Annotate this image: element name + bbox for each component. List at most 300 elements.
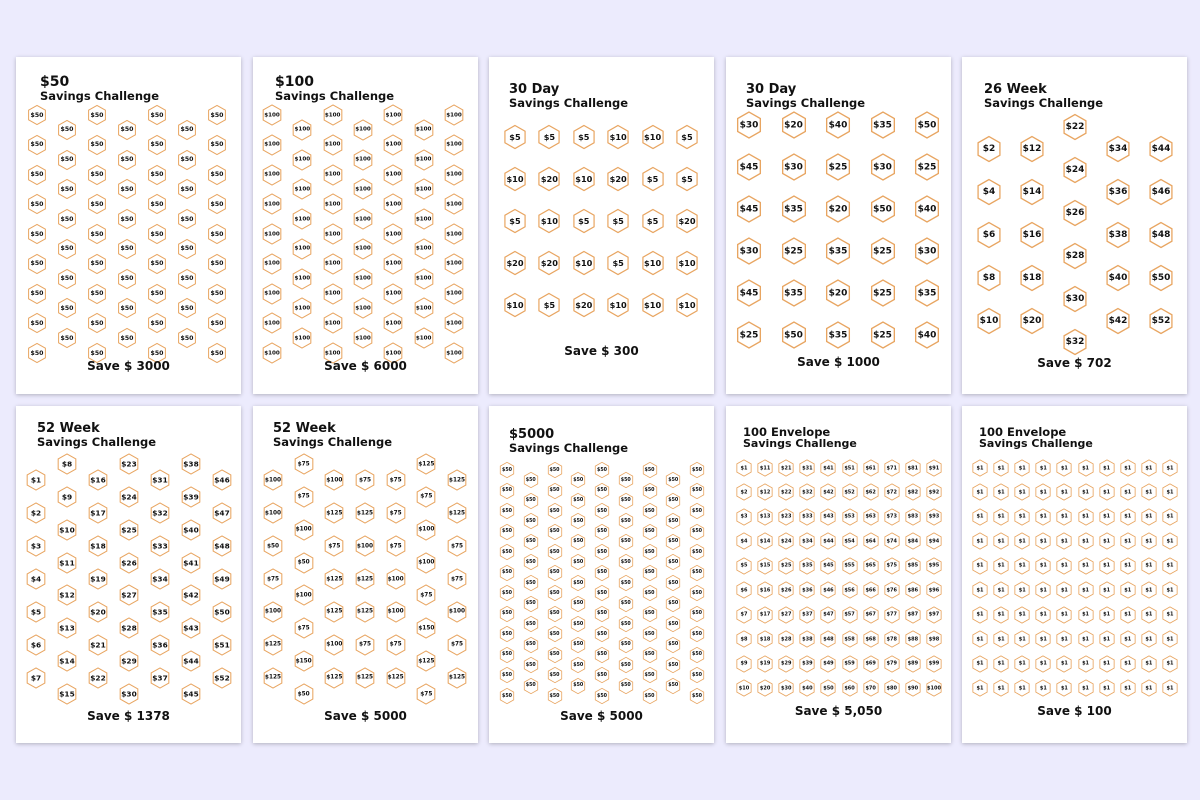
hexagon-envelope — [547, 544, 563, 560]
envelope-amount: $1 — [1039, 538, 1047, 545]
envelope-amount: $100 — [324, 290, 341, 297]
hexagon-envelope — [1077, 557, 1094, 574]
hexagon-envelope — [1098, 460, 1115, 477]
envelope-amount: $100 — [324, 171, 341, 178]
hexagon-envelope — [322, 224, 343, 245]
hexagon-envelope — [292, 238, 313, 259]
hexagon-envelope — [641, 251, 665, 275]
envelope-amount: $1 — [1145, 465, 1153, 471]
envelope-amount: $1 — [1039, 587, 1047, 594]
hexagon-envelope — [825, 280, 852, 307]
hexagon-envelope — [1062, 200, 1088, 226]
hexagon-envelope — [212, 667, 233, 688]
envelope-amount: $85 — [907, 562, 919, 569]
envelope-amount: $100 — [387, 608, 404, 615]
envelope-amount: $1 — [997, 513, 1005, 520]
envelope-amount: $1 — [740, 465, 748, 471]
hexagon-envelope — [547, 688, 563, 704]
envelope-amount: $34 — [802, 538, 813, 545]
envelope-amount: $50 — [210, 319, 224, 327]
envelope-amount: $22 — [90, 673, 106, 683]
hexagon-envelope — [444, 194, 465, 215]
hexagon-envelope — [503, 293, 527, 317]
hexagon-envelope — [926, 557, 943, 574]
envelope-amount: $50 — [549, 611, 560, 617]
envelope-amount: $50 — [691, 693, 702, 699]
hexagon-envelope — [1162, 606, 1179, 623]
envelope-amount: $50 — [573, 642, 584, 648]
hexagon-envelope — [119, 454, 140, 475]
envelope-amount: $50 — [620, 580, 631, 586]
hexagon-envelope — [523, 554, 539, 570]
envelope-amount: $150 — [295, 658, 312, 665]
envelope-amount: $100 — [415, 305, 432, 312]
envelope-amount: $9 — [740, 660, 748, 667]
hexagon-envelope — [87, 135, 107, 155]
envelope-amount: $100 — [355, 216, 371, 223]
hexagon-envelope — [757, 508, 774, 525]
envelope-amount: $1 — [1166, 685, 1174, 691]
hexagon-envelope — [1035, 582, 1052, 599]
envelope-amount: $55 — [844, 562, 855, 569]
envelope-amount: $100 — [446, 141, 462, 148]
envelope-amount: $35 — [784, 204, 803, 214]
envelope-amount: $50 — [60, 156, 74, 164]
envelope-amount: $7 — [30, 673, 42, 683]
envelope-amount: $10 — [540, 216, 558, 226]
hexagon-envelope — [1140, 655, 1157, 672]
hexagon-envelope — [972, 533, 989, 550]
card-100-challenge — [253, 57, 478, 394]
hexagon-envelope — [1119, 680, 1136, 697]
envelope-amount: $100 — [418, 559, 435, 566]
envelope-amount: $50 — [501, 549, 512, 555]
envelope-amount: $1 — [976, 660, 984, 667]
envelope-amount: $25 — [739, 330, 759, 340]
envelope-amount: $96 — [928, 587, 940, 594]
envelope-amount: $50 — [525, 559, 536, 565]
hexagon-envelope — [736, 484, 753, 501]
hexagon-envelope — [119, 618, 140, 639]
hexagon-envelope — [914, 322, 941, 349]
envelope-amount: $1 — [1018, 489, 1026, 496]
hexagon-envelope — [841, 582, 858, 599]
hexagon-envelope — [841, 460, 858, 477]
envelope-amount: $75 — [420, 592, 433, 599]
hexagon-envelope — [1162, 631, 1179, 648]
hexagon-envelope — [914, 280, 941, 307]
envelope-amount: $50 — [501, 611, 512, 617]
hexagon-envelope — [547, 626, 563, 642]
envelope-amount: $37 — [152, 673, 168, 683]
hexagon-envelope — [27, 254, 47, 274]
hexagon-envelope — [642, 524, 658, 540]
hexagon-envelope — [212, 536, 233, 557]
envelope-amount: $32 — [802, 489, 813, 496]
envelope-amount: $5 — [646, 216, 659, 226]
hexagon-envelope — [757, 460, 774, 477]
hexagon-envelope — [736, 460, 753, 477]
hexagon-envelope — [324, 503, 345, 524]
envelope-amount: $1 — [1018, 611, 1026, 618]
envelope-amount: $100 — [294, 305, 311, 312]
title-line-2: Savings Challenge — [984, 95, 1104, 110]
envelope-amount: $83 — [907, 513, 919, 520]
hex-grid — [489, 406, 714, 743]
envelope-amount: $1 — [1060, 660, 1068, 667]
hexagon-envelope — [642, 585, 658, 601]
hexagon-envelope — [665, 596, 681, 612]
envelope-amount: $75 — [389, 477, 402, 484]
envelope-amount: $50 — [549, 631, 560, 637]
envelope-amount: $50 — [501, 529, 512, 535]
hexagon-envelope — [689, 503, 705, 519]
envelope-amount: $125 — [418, 461, 435, 467]
hexagon-envelope — [914, 154, 941, 181]
hexagon-envelope — [642, 565, 658, 581]
envelope-amount: $1 — [1124, 660, 1132, 667]
envelope-amount: $50 — [691, 672, 702, 678]
envelope-amount: $100 — [264, 510, 282, 517]
hexagon-envelope — [181, 486, 202, 507]
envelope-amount: $50 — [549, 508, 560, 514]
envelope-amount: $100 — [324, 320, 341, 327]
envelope-amount: $1 — [1124, 538, 1132, 545]
hexagon-envelope — [444, 313, 465, 334]
envelope-amount: $20 — [540, 258, 558, 268]
title-line-1: $50 — [40, 74, 70, 90]
envelope-amount: $11 — [59, 558, 75, 568]
hexagon-envelope — [87, 224, 107, 244]
envelope-amount: $150 — [418, 625, 435, 632]
hexagon-envelope — [883, 582, 900, 599]
hexagon-envelope — [1019, 136, 1045, 162]
hexagon-envelope — [444, 134, 465, 155]
hexagon-envelope — [972, 631, 989, 648]
hexagon-envelope — [27, 135, 47, 155]
hexagon-envelope — [883, 631, 900, 648]
envelope-amount: $1 — [1145, 538, 1153, 545]
envelope-amount: $100 — [294, 126, 311, 133]
hexagon-envelope — [181, 519, 202, 540]
title-line-1: 30 Day — [746, 82, 797, 97]
envelope-amount: $23 — [121, 459, 137, 469]
envelope-amount: $50 — [525, 683, 536, 689]
envelope-amount: $50 — [644, 488, 655, 494]
hexagon-envelope — [572, 251, 596, 275]
envelope-amount: $18 — [759, 636, 771, 643]
envelope-amount: $50 — [60, 126, 74, 134]
hexagon-envelope — [926, 582, 943, 599]
envelope-amount: $50 — [644, 631, 655, 637]
envelope-amount: $100 — [324, 141, 341, 148]
envelope-amount: $50 — [644, 611, 655, 617]
hexagon-envelope — [212, 569, 233, 590]
hexagon-envelope — [413, 268, 434, 289]
hexagon-envelope — [322, 105, 343, 126]
envelope-amount: $50 — [180, 275, 194, 283]
hexagon-envelope — [642, 688, 658, 704]
hexagon-envelope — [972, 557, 989, 574]
hexagon-envelope — [1162, 533, 1179, 550]
hexagon-envelope — [385, 470, 406, 491]
hexagon-envelope — [1098, 484, 1115, 501]
envelope-amount: $50 — [150, 290, 164, 297]
hexagon-envelope — [547, 606, 563, 622]
envelope-amount: $50 — [620, 539, 631, 545]
hexagon-envelope — [570, 616, 586, 632]
envelope-amount: $36 — [152, 640, 168, 650]
hexagon-envelope — [689, 688, 705, 704]
envelope-amount: $1 — [1082, 611, 1090, 618]
envelope-amount: $50 — [573, 621, 584, 627]
envelope-amount: $50 — [823, 685, 834, 691]
envelope-amount: $1 — [1039, 685, 1047, 691]
envelope-amount: $1 — [1124, 562, 1132, 569]
hexagon-envelope — [606, 209, 630, 233]
envelope-amount: $50 — [917, 120, 937, 130]
hexagon-envelope — [26, 601, 47, 622]
envelope-amount: $25 — [873, 288, 892, 298]
hexagon-envelope — [972, 484, 989, 501]
hexagon-envelope — [799, 655, 816, 672]
card-30-day-1000 — [726, 57, 951, 394]
hexagon-envelope — [383, 283, 404, 304]
envelope-amount: $1 — [1018, 538, 1026, 545]
hexagon-envelope — [1105, 265, 1131, 291]
hexagon-envelope — [87, 165, 107, 185]
hexagon-envelope — [976, 222, 1002, 248]
hexagon-envelope — [147, 135, 167, 155]
envelope-amount: $97 — [928, 611, 940, 618]
envelope-amount: $24 — [781, 538, 792, 545]
envelope-amount: $57 — [844, 611, 855, 618]
save-total: Save $ 5,050 — [794, 704, 883, 718]
hexagon-envelope — [292, 328, 313, 349]
envelope-amount: $50 — [596, 508, 607, 514]
hexagon-envelope — [57, 298, 77, 318]
hexagon-envelope — [736, 196, 763, 223]
hexagon-envelope — [862, 655, 879, 672]
envelope-amount: $18 — [90, 541, 106, 551]
envelope-amount: $30 — [121, 689, 137, 699]
hexagon-envelope — [665, 657, 681, 673]
envelope-amount: $75 — [389, 543, 402, 550]
envelope-amount: $50 — [180, 156, 194, 164]
envelope-amount: $5 — [509, 216, 521, 226]
hexagon-envelope — [1119, 533, 1136, 550]
hexagon-envelope — [1162, 655, 1179, 672]
envelope-amount: $50 — [501, 508, 512, 514]
envelope-amount: $50 — [573, 580, 584, 586]
envelope-amount: $1 — [1039, 611, 1047, 618]
envelope-amount: $33 — [802, 513, 813, 520]
hexagon-envelope — [642, 503, 658, 519]
hexagon-envelope — [570, 575, 586, 591]
envelope-amount: $50 — [90, 349, 104, 357]
hexagon-envelope — [993, 460, 1010, 477]
envelope-amount: $50 — [573, 539, 584, 545]
hexagon-envelope — [324, 601, 345, 622]
envelope-amount: $50 — [573, 683, 584, 689]
hexagon-envelope — [675, 209, 699, 233]
envelope-amount: $2 — [740, 489, 748, 496]
hexagon-envelope — [1056, 484, 1073, 501]
hexagon-envelope — [385, 503, 406, 524]
hexagon-envelope — [499, 667, 515, 683]
envelope-amount: $11 — [759, 465, 771, 471]
envelope-amount: $52 — [214, 673, 230, 683]
hexagon-envelope — [416, 684, 437, 705]
hexagon-envelope — [1019, 222, 1045, 248]
envelope-amount: $50 — [620, 477, 631, 483]
hexagon-envelope — [547, 565, 563, 581]
hexagon-envelope — [1056, 606, 1073, 623]
hexagon-envelope — [757, 582, 774, 599]
envelope-amount: $50 — [668, 559, 679, 565]
envelope-amount: $5 — [543, 132, 556, 142]
envelope-amount: $1 — [1060, 489, 1068, 496]
hexagon-envelope — [869, 154, 896, 181]
hexagon-envelope — [1056, 582, 1073, 599]
hexagon-envelope — [606, 251, 630, 275]
hexagon-envelope — [1062, 157, 1088, 183]
hexagon-envelope — [841, 631, 858, 648]
hexagon-envelope — [212, 601, 233, 622]
envelope-amount: $1 — [976, 465, 984, 471]
envelope-amount: $75 — [420, 691, 433, 697]
envelope-amount: $50 — [549, 590, 560, 596]
hexagon-envelope — [1019, 179, 1045, 205]
hexagon-envelope — [207, 194, 227, 214]
envelope-amount: $50 — [30, 319, 44, 327]
envelope-amount: $50 — [90, 260, 104, 268]
envelope-amount: $1 — [1060, 538, 1068, 545]
hexagon-envelope — [523, 472, 539, 488]
hexagon-envelope — [523, 596, 539, 612]
envelope-amount: $5 — [578, 216, 590, 226]
hexagon-envelope — [642, 647, 658, 663]
envelope-amount: $100 — [385, 201, 402, 208]
hexagon-envelope — [263, 503, 284, 524]
envelope-amount: $100 — [385, 171, 402, 178]
envelope-amount: $50 — [525, 518, 536, 524]
hexagon-envelope — [523, 575, 539, 591]
hexagon-envelope — [675, 293, 699, 317]
envelope-amount: $50 — [549, 570, 560, 576]
hexagon-envelope — [594, 462, 610, 478]
envelope-amount: $52 — [1151, 315, 1171, 326]
hexagon-envelope — [606, 167, 630, 191]
envelope-amount: $50 — [120, 304, 134, 312]
envelope-amount: $100 — [355, 245, 371, 252]
envelope-amount: $100 — [294, 186, 311, 193]
envelope-amount: $1 — [1060, 587, 1068, 594]
hexagon-envelope — [1062, 243, 1088, 269]
hexagon-envelope — [972, 582, 989, 599]
envelope-amount: $81 — [907, 465, 919, 471]
hexagon-envelope — [1162, 582, 1179, 599]
envelope-amount: $40 — [802, 685, 813, 691]
hexagon-envelope — [537, 167, 561, 191]
envelope-amount: $50 — [30, 200, 44, 208]
envelope-amount: $100 — [264, 260, 280, 267]
hexagon-envelope — [1098, 606, 1115, 623]
hexagon-envelope — [1014, 460, 1031, 477]
hexagon-envelope — [322, 134, 343, 155]
hexagon-envelope — [883, 655, 900, 672]
envelope-amount: $50 — [549, 467, 560, 473]
envelope-amount: $75 — [266, 576, 280, 582]
envelope-amount: $100 — [355, 126, 371, 133]
hexagon-envelope — [383, 134, 404, 155]
envelope-amount: $70 — [865, 685, 876, 691]
hexagon-envelope — [293, 454, 314, 475]
envelope-amount: $1 — [997, 562, 1005, 569]
envelope-amount: $1 — [997, 611, 1005, 618]
hexagon-envelope — [1098, 557, 1115, 574]
hexagon-envelope — [499, 647, 515, 663]
hexagon-envelope — [689, 606, 705, 622]
envelope-amount: $100 — [326, 641, 343, 648]
envelope-amount: $1 — [1103, 611, 1111, 618]
envelope-amount: $75 — [358, 641, 372, 648]
envelope-amount: $25 — [781, 562, 792, 569]
envelope-amount: $35 — [828, 246, 848, 256]
hexagon-envelope — [263, 569, 284, 590]
title-line-1: 100 Envelope — [743, 425, 831, 439]
hexagon-envelope — [383, 194, 404, 215]
hexagon-envelope — [262, 224, 283, 245]
hexagon-envelope — [825, 238, 852, 265]
card-50-challenge — [16, 57, 241, 394]
envelope-amount: $50 — [549, 488, 560, 494]
envelope-amount: $100 — [415, 335, 432, 342]
envelope-amount: $100 — [385, 290, 402, 297]
envelope-amount: $20 — [828, 288, 848, 298]
envelope-amount: $15 — [759, 562, 771, 569]
envelope-amount: $10 — [644, 132, 662, 142]
hexagon-envelope — [1077, 606, 1094, 623]
envelope-amount: $50 — [668, 539, 679, 545]
envelope-amount: $30 — [917, 246, 937, 256]
hexagon-envelope — [26, 667, 47, 688]
hexagon-envelope — [799, 557, 816, 574]
hexagon-envelope — [972, 460, 989, 477]
envelope-amount: $80 — [886, 685, 897, 691]
envelope-amount: $74 — [886, 538, 897, 545]
envelope-amount: $50 — [30, 260, 44, 268]
envelope-amount: $1 — [1060, 562, 1068, 569]
envelope-amount: $30 — [781, 685, 792, 691]
hexagon-envelope — [642, 544, 658, 560]
envelope-amount: $50 — [90, 230, 104, 238]
envelope-amount: $100 — [355, 275, 371, 282]
hexagon-envelope — [1148, 265, 1174, 291]
hexagon-envelope — [1140, 557, 1157, 574]
hexagon-envelope — [117, 239, 137, 259]
hexagon-envelope — [1077, 631, 1094, 648]
envelope-amount: $2 — [30, 508, 42, 518]
envelope-amount: $100 — [387, 576, 404, 582]
envelope-amount: $56 — [844, 587, 855, 594]
hexagon-envelope — [353, 149, 374, 170]
envelope-amount: $1 — [976, 513, 984, 520]
hexagon-envelope — [413, 119, 434, 140]
envelope-amount: $100 — [324, 201, 341, 208]
envelope-amount: $50 — [297, 691, 310, 697]
envelope-amount: $1 — [1124, 489, 1132, 496]
